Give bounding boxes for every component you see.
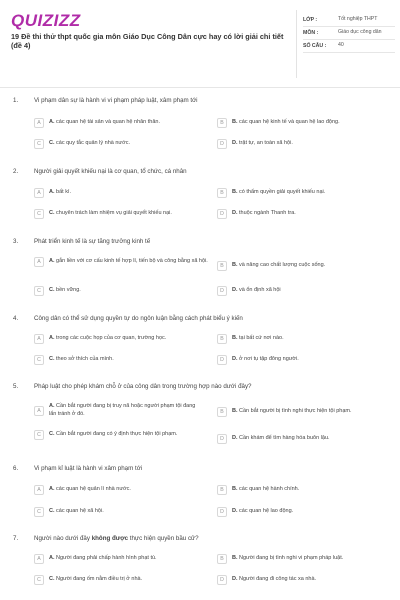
- option-label: C.: [49, 508, 55, 515]
- option-b[interactable]: [217, 407, 395, 417]
- header-divider: [296, 10, 297, 78]
- option-text: Cần khám để tìm hàng hóa buôn lậu.: [239, 435, 330, 442]
- option-label: C.: [49, 356, 55, 363]
- option-a[interactable]: [34, 257, 209, 267]
- option-b[interactable]: [217, 188, 392, 198]
- option-text: các quan hệ tài sản và quan hệ nhân thân.: [56, 119, 161, 126]
- option-text: ở nơi tụ tập đông người.: [239, 356, 299, 363]
- option-letter: B: [217, 118, 227, 128]
- option-label: C.: [49, 210, 55, 217]
- option-label: A.: [49, 486, 55, 493]
- option-text: thuộc ngành Thanh tra.: [239, 210, 296, 217]
- option-label: A.: [49, 189, 55, 196]
- option-label: D.: [232, 576, 238, 583]
- option-text: Cần bắt người đang bị truy nã hoặc người phạm tội đang lẩn tránh ở đó.: [49, 403, 196, 417]
- question-text: Vi phạm dân sự là hành vi vi phạm pháp luật, xâm phạm tới: [34, 97, 198, 104]
- option-b[interactable]: [217, 334, 392, 344]
- header-divider-line: [0, 87, 400, 88]
- option-label: A.: [49, 335, 55, 342]
- question-number: 3.: [13, 238, 19, 245]
- option-letter: D: [217, 209, 227, 219]
- option-a[interactable]: [34, 118, 209, 128]
- option-letter: B: [217, 188, 227, 198]
- option-text: Người đang bị tình nghi vi phạm pháp luật.: [239, 555, 344, 562]
- option-letter: B: [217, 407, 227, 417]
- option-d[interactable]: [217, 355, 392, 365]
- option-label: D.: [232, 140, 238, 147]
- option-label: B.: [232, 335, 238, 342]
- meta-row-grade: [303, 14, 395, 27]
- question-number: 5.: [13, 383, 19, 390]
- option-a[interactable]: [34, 554, 209, 564]
- option-text: Cần bắt người bị tình nghi thực hiện tội phạm.: [239, 408, 352, 415]
- option-letter: B: [217, 334, 227, 344]
- option-label: A.: [49, 555, 55, 562]
- option-label: C.: [49, 576, 55, 583]
- option-letter: D: [217, 507, 227, 517]
- option-label: B.: [232, 189, 238, 196]
- option-text: bền vững.: [56, 287, 81, 294]
- option-letter: C: [34, 575, 44, 585]
- option-label: A.: [49, 403, 55, 409]
- option-text: theo sở thích của mình.: [56, 356, 114, 363]
- option-label: A.: [49, 119, 55, 126]
- option-text: trật tự, an toàn xã hội.: [239, 140, 293, 147]
- option-letter: C: [34, 507, 44, 517]
- question-text: Vi phạm kỉ luật là hành vi xâm phạm tới: [34, 465, 143, 472]
- option-b[interactable]: [217, 485, 392, 495]
- page-title: 19 Đề thi thử thpt quốc gia môn Giáo Dục Công Dân cực hay có lời giải chi tiết (đề 4): [11, 32, 284, 51]
- option-c[interactable]: [34, 139, 209, 149]
- option-text: và ổn định xã hội: [239, 287, 281, 294]
- option-letter: B: [217, 485, 227, 495]
- option-letter: B: [217, 554, 227, 564]
- option-label: D.: [232, 287, 238, 294]
- option-b[interactable]: [217, 554, 395, 564]
- option-letter: A: [34, 406, 44, 416]
- option-text: bất kì.: [56, 189, 72, 196]
- option-b[interactable]: [217, 261, 392, 271]
- option-letter: D: [217, 139, 227, 149]
- option-label: D.: [232, 356, 238, 363]
- question-number: 6.: [13, 465, 19, 472]
- meta-key: SỐ CÂU :: [303, 43, 327, 50]
- option-c[interactable]: [34, 575, 209, 585]
- option-letter: D: [217, 434, 227, 444]
- question-number: 4.: [13, 315, 19, 322]
- option-label: B.: [232, 486, 238, 493]
- option-text: Cần bắt người đang có ý định thực hiện tội phạm.: [56, 431, 178, 438]
- option-letter: A: [34, 118, 44, 128]
- meta-value: Giáo dục công dân: [338, 29, 382, 36]
- meta-value: 40: [338, 42, 344, 49]
- question-number: 2.: [13, 168, 19, 175]
- option-label: D.: [232, 508, 238, 515]
- option-letter: C: [34, 355, 44, 365]
- option-c[interactable]: [34, 430, 204, 440]
- question-text: Công dân có thể sử dụng quyền tự do ngôn luận bằng cách phát biểu ý kiến: [34, 315, 243, 322]
- option-letter: C: [34, 430, 44, 440]
- option-letter: A: [34, 188, 44, 198]
- option-text: các quan hệ kinh tế và quan hệ lao động.: [239, 119, 340, 126]
- option-label: B.: [232, 262, 238, 269]
- option-label: D.: [232, 210, 238, 217]
- option-label: A.: [49, 258, 55, 265]
- question-text: Phát triển kinh tế là sự tăng trưởng kinh tế: [34, 238, 151, 245]
- option-d[interactable]: [217, 434, 392, 444]
- option-letter: D: [217, 355, 227, 365]
- option-label: D.: [232, 435, 238, 442]
- option-text: Người đang ốm nằm điều trị ở nhà.: [56, 576, 143, 583]
- question-text: Người giải quyết khiếu nại là cơ quan, tổ chức, cá nhân: [34, 168, 187, 175]
- option-a[interactable]: [34, 485, 209, 495]
- option-a[interactable]: [34, 403, 204, 419]
- option-letter: D: [217, 575, 227, 585]
- option-text: các quan hệ lao động.: [239, 508, 294, 515]
- option-letter: A: [34, 554, 44, 564]
- quizizz-logo[interactable]: QUIZIZZ: [11, 11, 81, 30]
- option-c[interactable]: [34, 209, 209, 219]
- meta-value: Tốt nghiệp THPT: [338, 16, 378, 22]
- meta-key: LỚP :: [303, 17, 318, 23]
- option-a[interactable]: [34, 334, 209, 344]
- question-text: Người nào dưới đây không được thực hiện quyền bầu cử?: [34, 535, 199, 542]
- option-label: B.: [232, 119, 238, 126]
- option-text: Người đang đi công tác xa nhà.: [239, 576, 317, 583]
- option-text: trong các cuộc họp của cơ quan, trường học.: [56, 335, 167, 342]
- question-number: 7.: [13, 535, 19, 542]
- option-c[interactable]: [34, 355, 209, 365]
- option-d[interactable]: [217, 286, 392, 296]
- option-text: Người đang phải chấp hành hình phạt tù.: [56, 555, 157, 562]
- question-number: 1.: [13, 97, 19, 104]
- option-letter: A: [34, 257, 44, 267]
- meta-panel: [303, 14, 395, 53]
- option-d[interactable]: [217, 209, 392, 219]
- option-text: các quan hệ xã hội.: [56, 508, 104, 515]
- option-d[interactable]: [217, 575, 392, 585]
- option-a[interactable]: [34, 188, 209, 198]
- option-text: gắn liền với cơ cấu kinh tế hợp lí, tiến bộ và công bằng xã hội.: [56, 258, 208, 265]
- option-label: C.: [49, 140, 55, 147]
- option-text: và nâng cao chất lượng cuộc sống.: [239, 262, 326, 269]
- option-c[interactable]: [34, 507, 209, 517]
- option-label: C.: [49, 431, 55, 438]
- meta-row-subject: [303, 27, 395, 40]
- option-label: B.: [232, 408, 238, 415]
- option-letter: A: [34, 334, 44, 344]
- option-label: B.: [232, 555, 238, 562]
- option-letter: C: [34, 286, 44, 296]
- option-d[interactable]: [217, 139, 392, 149]
- option-letter: D: [217, 286, 227, 296]
- option-letter: A: [34, 485, 44, 495]
- meta-row-count: [303, 40, 395, 53]
- option-text: các quan hệ hành chính.: [239, 486, 300, 493]
- question-text: Pháp luật cho phép khám chỗ ở của công dân trong trường hợp nào dưới đây?: [34, 383, 252, 390]
- option-letter: C: [34, 139, 44, 149]
- option-b[interactable]: [217, 118, 392, 128]
- option-c[interactable]: [34, 286, 209, 296]
- meta-key: MÔN :: [303, 30, 319, 37]
- emphasis-text: không được: [91, 535, 129, 542]
- option-letter: C: [34, 209, 44, 219]
- option-text: chuyên trách làm nhiệm vụ giải quyết khiếu nại.: [56, 210, 172, 217]
- option-d[interactable]: [217, 507, 392, 517]
- option-text: có thẩm quyền giải quyết khiếu nại.: [239, 189, 326, 196]
- option-text: các quan hệ quản lí nhà nước.: [56, 486, 131, 493]
- option-text: tại bất cứ nơi nào.: [239, 335, 284, 342]
- option-letter: B: [217, 261, 227, 271]
- option-label: C.: [49, 287, 55, 294]
- option-text: các quy tắc quản lý nhà nước.: [56, 140, 130, 147]
